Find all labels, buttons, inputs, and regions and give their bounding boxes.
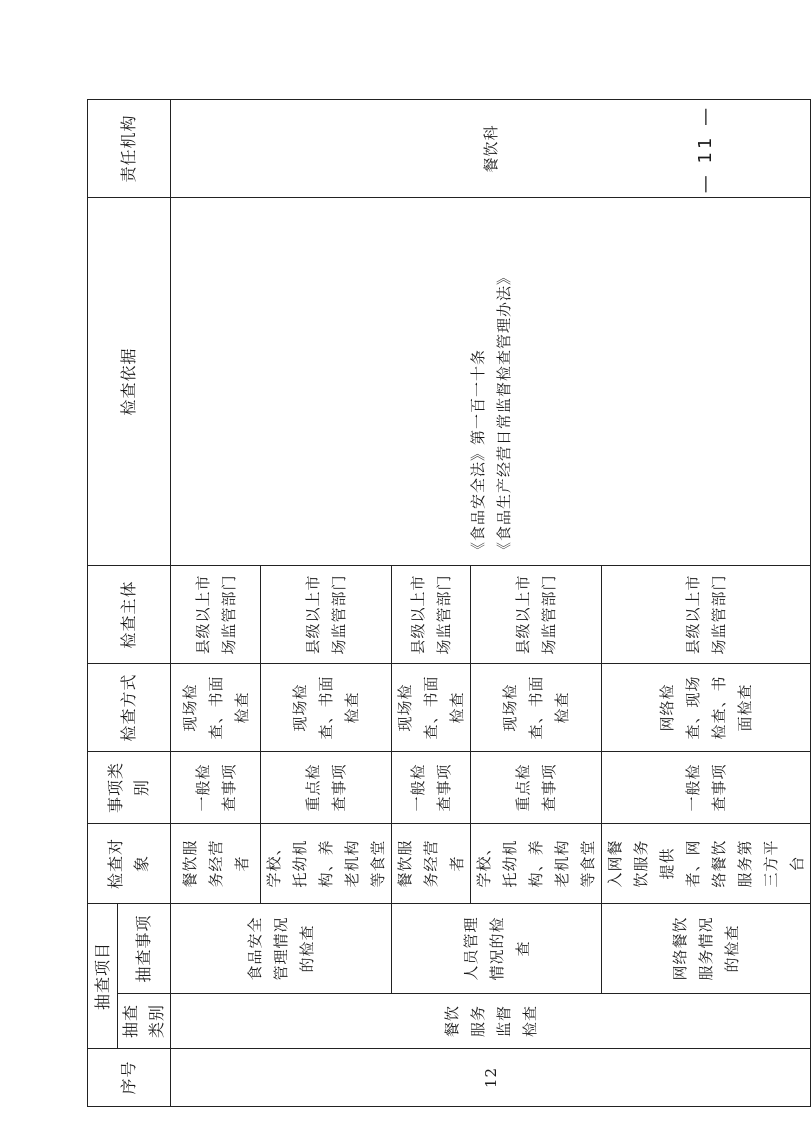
subject-cell: 县级以上市场监管部门 <box>171 565 261 663</box>
target-cell: 入网餐饮服务提供者、网络餐饮服务第三方平台 <box>602 823 811 903</box>
header-seq: 序号 <box>88 1049 171 1107</box>
header-item: 抽查项目 <box>88 903 118 1048</box>
header-org: 责任机构 <box>88 99 171 197</box>
header-target: 检查对象 <box>88 823 171 903</box>
type-cell: 重点检查事项 <box>471 751 602 823</box>
seq-cell: 12 <box>171 1049 811 1107</box>
type-cell: 重点检查事项 <box>261 751 392 823</box>
subject-cell: 县级以上市场监管部门 <box>602 565 811 663</box>
type-cell: 一般检查事项 <box>392 751 471 823</box>
basis-cell: 《食品安全法》第一百一十条 《食品生产经营日常监督检查管理办法》 <box>171 197 811 565</box>
matter-cell: 食品安全管理情况的检查 <box>171 903 392 993</box>
method-cell: 现场检查、书面检查 <box>392 663 471 751</box>
type-cell: 一般检查事项 <box>602 751 811 823</box>
header-method: 检查方式 <box>88 663 171 751</box>
header-category: 抽查类别 <box>118 994 171 1049</box>
method-cell: 现场检查、书面检查 <box>471 663 602 751</box>
header-type: 事项类别 <box>88 751 171 823</box>
type-cell: 一般检查事项 <box>171 751 261 823</box>
subject-cell: 县级以上市场监管部门 <box>261 565 392 663</box>
inspection-table <box>87 99 811 1107</box>
matter-cell: 人员管理情况的检查 <box>392 903 602 993</box>
target-cell: 餐饮服务经营者 <box>171 823 261 903</box>
subject-cell: 县级以上市场监管部门 <box>392 565 471 663</box>
target-cell: 餐饮服务经营者 <box>392 823 471 903</box>
method-cell: 现场检查、书面检查 <box>171 663 261 751</box>
matter-cell: 网络餐饮服务情况的检查 <box>602 903 811 993</box>
header-basis: 检查依据 <box>88 197 171 565</box>
header-subject: 检查主体 <box>88 565 171 663</box>
method-cell: 网络检查、现场检查、书面检查 <box>602 663 811 751</box>
header-matter: 抽查事项 <box>118 903 171 993</box>
target-cell: 学校、托幼机构、养老机构等食堂 <box>471 823 602 903</box>
method-cell: 现场检查、书面检查 <box>261 663 392 751</box>
org-cell: 餐饮科 <box>171 99 811 197</box>
subject-cell: 县级以上市场监管部门 <box>471 565 602 663</box>
target-cell: 学校、托幼机构、养老机构等食堂 <box>261 823 392 903</box>
category-cell: 餐饮服务监督检查 <box>171 994 811 1049</box>
page-number: — 11 — <box>695 104 716 194</box>
